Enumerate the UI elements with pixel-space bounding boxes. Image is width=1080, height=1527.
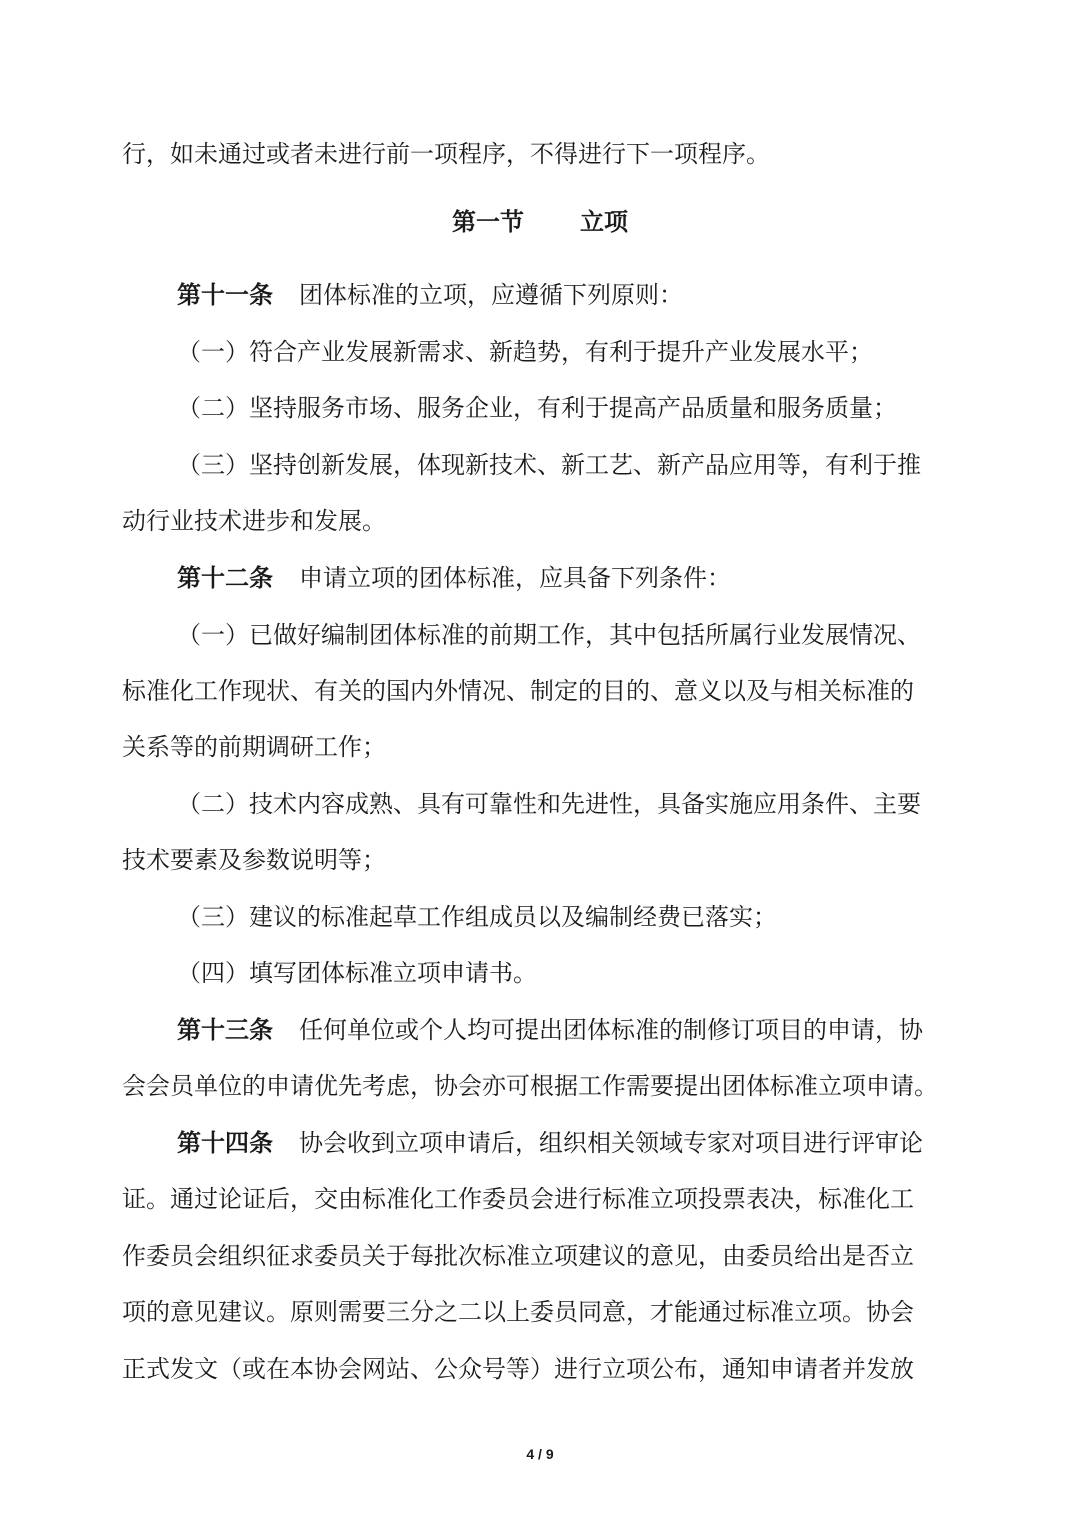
article-14-line-5: 正式发文（或在本协会网站、公众号等）进行立项公布，通知申请者并发放 — [122, 1355, 914, 1383]
article-12-item-1-line-3: 关系等的前期调研工作； — [122, 733, 386, 761]
article-12-item-4: （四）填写团体标准立项申请书。 — [177, 959, 537, 987]
article-12-text: 申请立项的团体标准，应具备下列条件： — [299, 564, 731, 592]
article-11-number: 第十一条 — [177, 280, 273, 309]
article-14-number: 第十四条 — [177, 1128, 273, 1157]
article-13-text: 任何单位或个人均可提出团体标准的制修订项目的申请，协 — [299, 1016, 923, 1044]
article-12 — [177, 563, 731, 593]
section-number: 第一节 — [452, 207, 524, 236]
article-12-item-2-line-2: 技术要素及参数说明等； — [122, 846, 386, 874]
article-12-item-2-line-1: （二）技术内容成熟、具有可靠性和先进性，具备实施应用条件、主要 — [177, 790, 921, 818]
article-11-item-3: （三）坚持创新发展，体现新技术、新工艺、新产品应用等，有利于推 — [177, 451, 921, 479]
page-number: 4 / 9 — [526, 1446, 554, 1462]
article-12-number: 第十二条 — [177, 563, 273, 592]
article-12-item-1-line-1: （一）已做好编制团体标准的前期工作，其中包括所属行业发展情况、 — [177, 621, 921, 649]
article-11 — [177, 280, 683, 310]
article-13-number: 第十三条 — [177, 1015, 273, 1044]
article-14-line-4: 项的意见建议。原则需要三分之二以上委员同意，才能通过标准立项。协会 — [122, 1298, 914, 1326]
section-heading — [0, 207, 1080, 237]
article-14-line-2: 证。通过论证后，交由标准化工作委员会进行标准立项投票表决，标准化工 — [122, 1185, 914, 1213]
article-14-text: 协会收到立项申请后，组织相关领域专家对项目进行评审论 — [299, 1129, 923, 1157]
section-title: 立项 — [580, 207, 628, 236]
article-13 — [177, 1015, 923, 1045]
article-11-item-1: （一）符合产业发展新需求、新趋势，有利于提升产业发展水平； — [177, 338, 873, 366]
paragraph-continuation: 行，如未通过或者未进行前一项程序，不得进行下一项程序。 — [122, 140, 770, 168]
article-12-item-3: （三）建议的标准起草工作组成员以及编制经费已落实； — [177, 903, 777, 931]
article-13-continuation: 会会员单位的申请优先考虑，协会亦可根据工作需要提出团体标准立项申请。 — [122, 1072, 938, 1100]
article-14-line-3: 作委员会组织征求委员关于每批次标准立项建议的意见，由委员给出是否立 — [122, 1242, 914, 1270]
article-11-item-3-continuation: 动行业技术进步和发展。 — [122, 507, 386, 535]
article-12-item-1-line-2: 标准化工作现状、有关的国内外情况、制定的目的、意义以及与相关标准的 — [122, 677, 914, 705]
article-11-text: 团体标准的立项，应遵循下列原则： — [299, 281, 683, 309]
article-14 — [177, 1128, 923, 1158]
article-11-item-2: （二）坚持服务市场、服务企业，有利于提高产品质量和服务质量； — [177, 394, 897, 422]
